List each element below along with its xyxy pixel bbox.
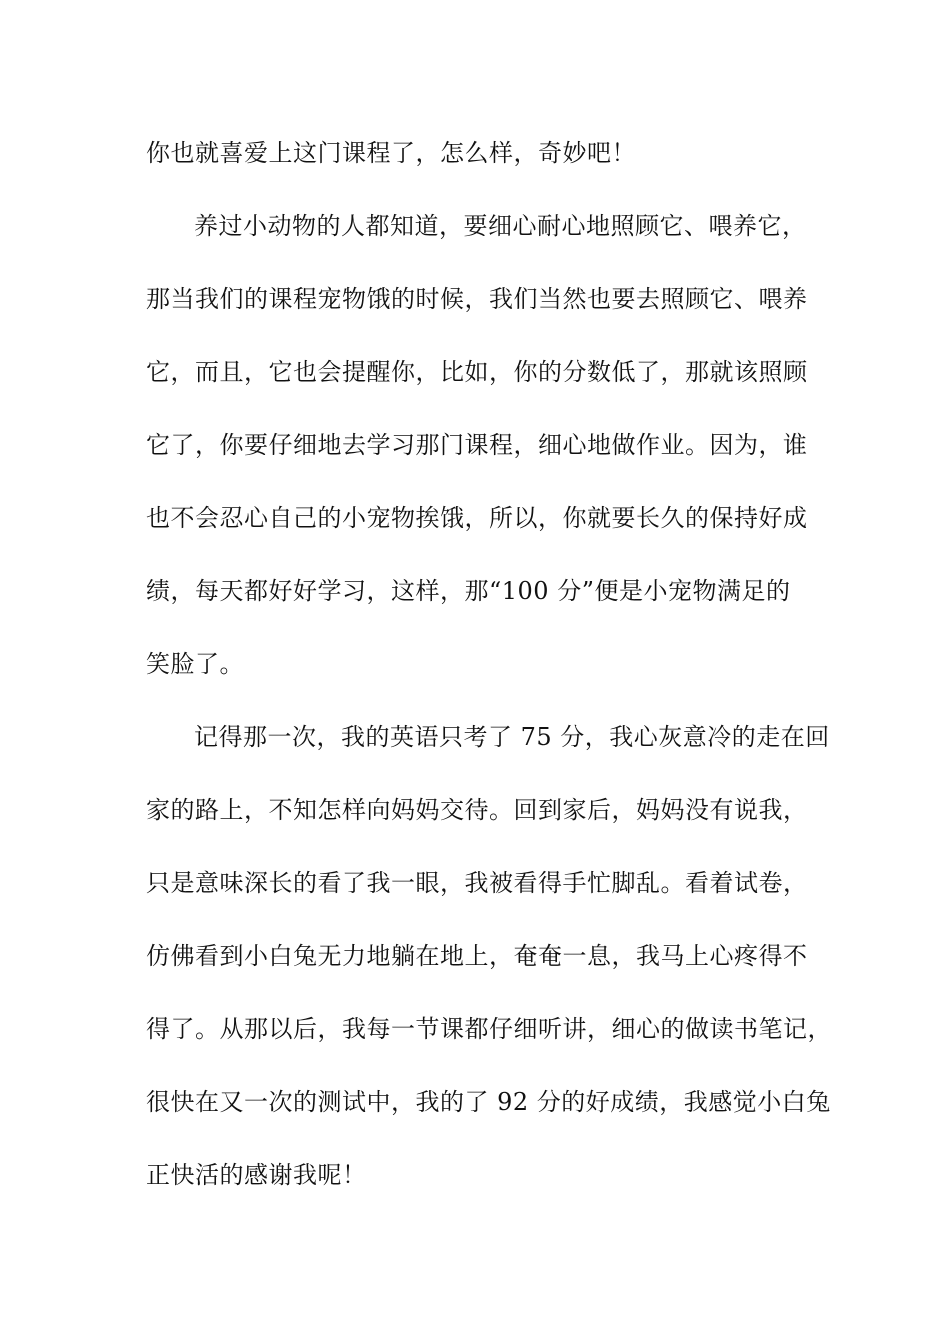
text-line-1: 你也就喜爱上这门课程了，怎么样，奇妙吧！ [146,139,636,167]
paragraph-2-line-3: 它，而且，它也会提醒你，比如，你的分数低了，那就该照顾 [146,358,808,386]
paragraph-2-line-2: 那当我们的课程宠物饿的时候，我们当然也要去照顾它、喂养 [146,285,808,313]
paragraph-2-line-5: 也不会忍心自己的小宠物挨饿，所以，你就要长久的保持好成 [146,504,808,532]
paragraph-3-line-5: 得了。从那以后，我每一节课都仔细听讲，细心的做读书笔记， [146,1015,832,1043]
paragraph-2-line-6: 绩，每天都好好学习，这样，那“100 分”便是小宠物满足的 [146,577,791,605]
paragraph-3-line-6: 很快在又一次的测试中，我的了 92 分的好成绩，我感觉小白兔 [146,1088,831,1116]
paragraph-3-line-7: 正快活的感谢我呢！ [146,1161,367,1189]
paragraph-3-line-4: 仿佛看到小白兔无力地躺在地上，奄奄一息，我马上心疼得不 [146,942,808,970]
paragraph-2-line-1: 养过小动物的人都知道，要细心耐心地照顾它、喂养它， [194,212,807,240]
paragraph-3-line-2: 家的路上，不知怎样向妈妈交待。回到家后，妈妈没有说我， [146,796,808,824]
paragraph-2-line-4: 它了，你要仔细地去学习那门课程，细心地做作业。因为，谁 [146,431,808,459]
paragraph-2-line-7: 笑脸了。 [146,650,244,678]
paragraph-3-line-3: 只是意味深长的看了我一眼，我被看得手忙脚乱。看着试卷， [146,869,808,897]
paragraph-3-line-1: 记得那一次，我的英语只考了 75 分，我心灰意冷的走在回 [194,723,830,751]
